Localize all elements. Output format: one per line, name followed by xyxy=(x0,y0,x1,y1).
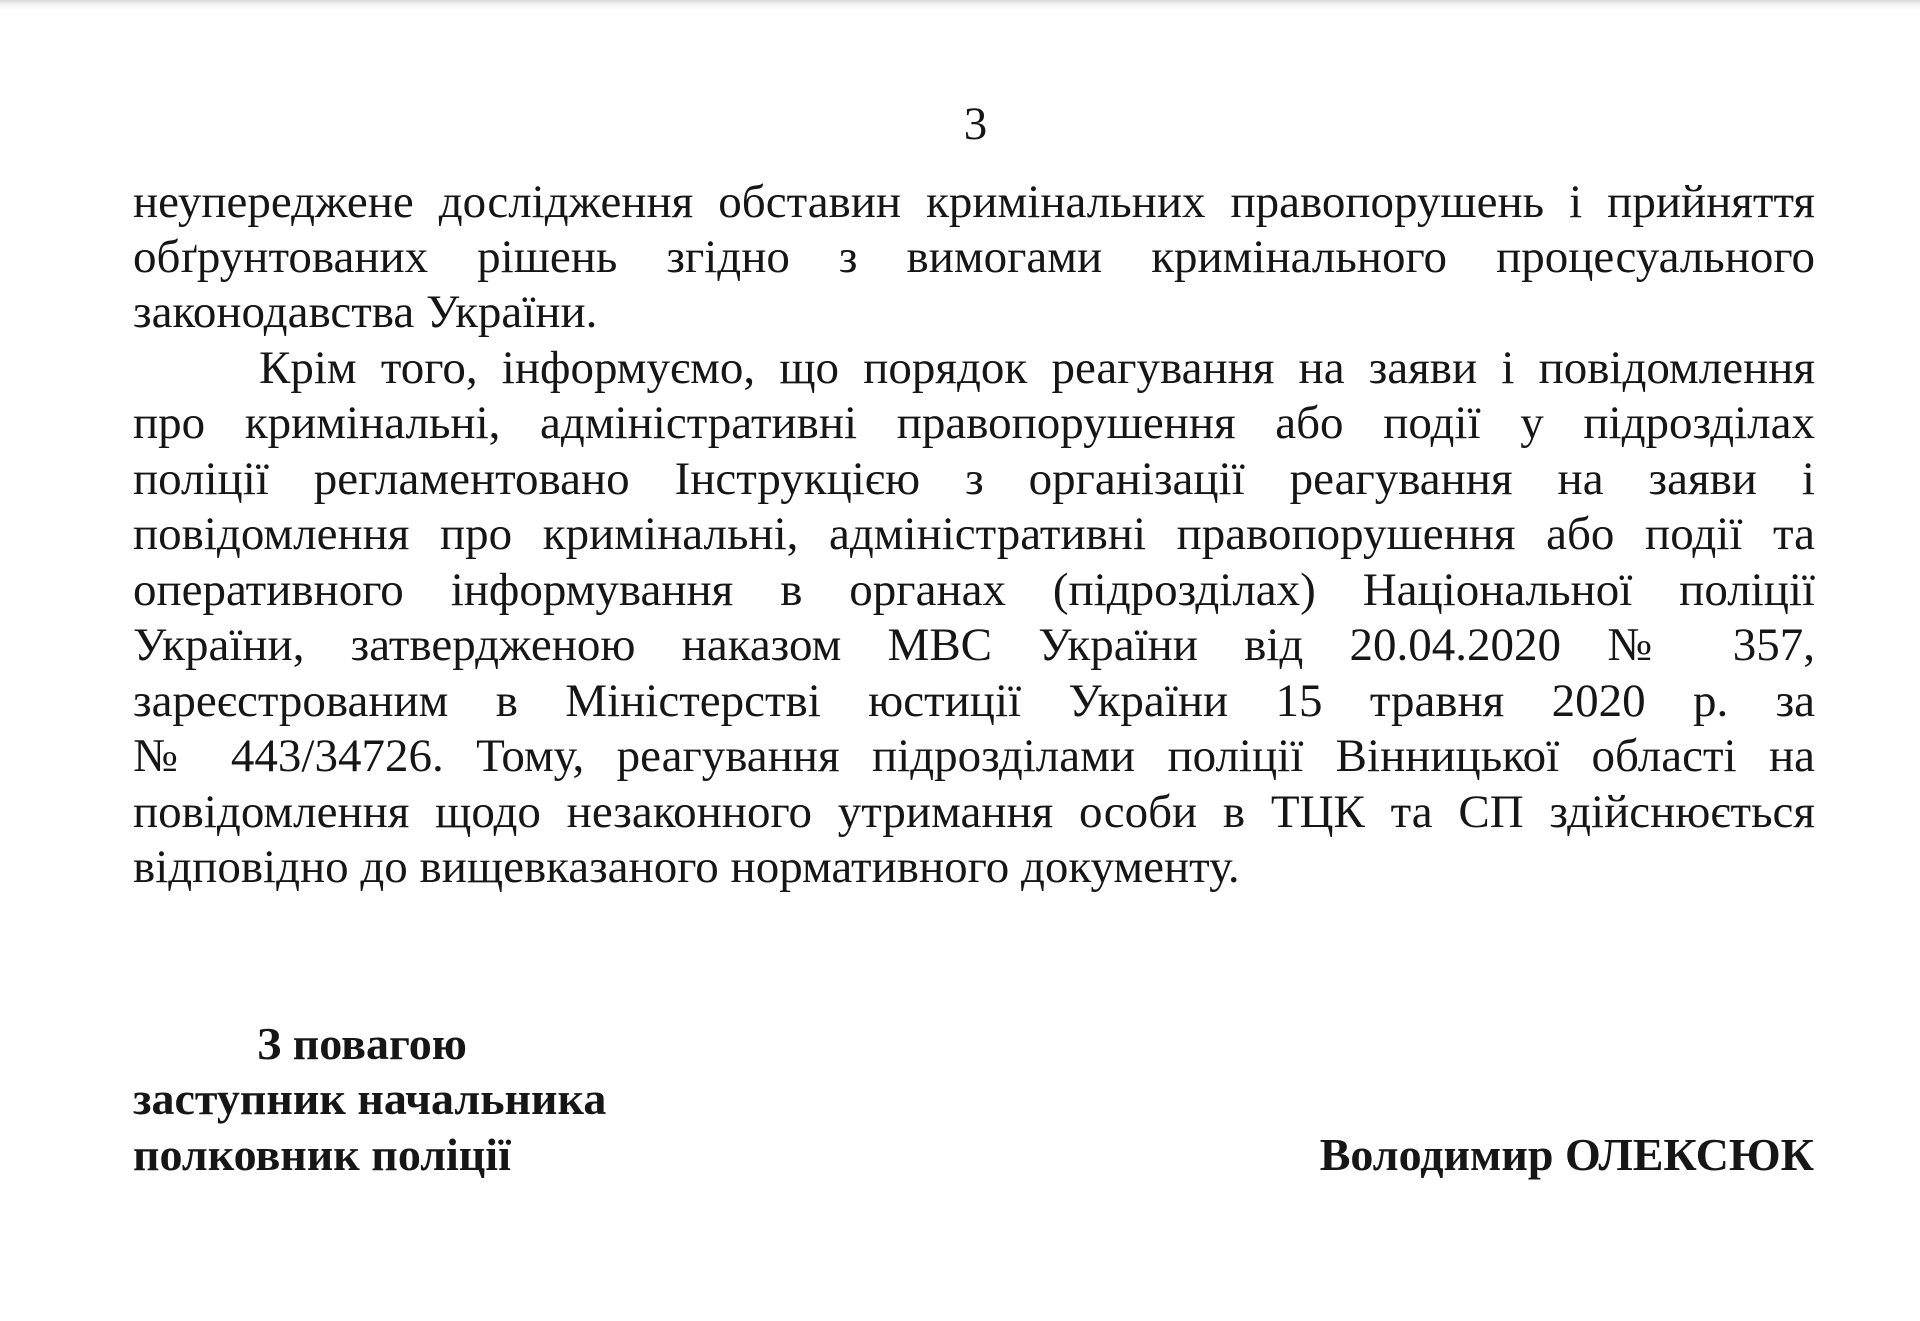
body-line-5: про кримінальні, адміністративні правопорушення або події у підрозділах xyxy=(133,397,1815,449)
body-line-6: поліції регламентовано Інструкцією з організації реагування на заяви і xyxy=(133,453,1815,505)
signer-position: заступник начальника xyxy=(133,1073,607,1124)
body-line-7: повідомлення про кримінальні, адміністративні правопорушення або події та xyxy=(133,508,1815,560)
page-number: 3 xyxy=(963,98,988,150)
body-line-13: відповідно до вищевказаного нормативного документу. xyxy=(133,841,1240,893)
body-line-9: України, затвердженою наказом МВС України від 20.04.2020 № 357, xyxy=(133,619,1815,671)
body-line-1: неупереджене дослідження обставин кримінальних правопорушень і прийняття xyxy=(133,176,1815,228)
paragraph-first-line: Крім того, інформуємо, що порядок реагування на заяви і повідомлення xyxy=(259,342,1815,394)
closing-greeting: З повагою xyxy=(257,1018,467,1069)
page-top-edge xyxy=(0,0,1920,10)
body-line-10: зареєстрованим в Міністерстві юстиції України 15 травня 2020 р. за xyxy=(133,675,1815,727)
signer-rank: полковник поліції xyxy=(133,1129,511,1180)
body-line-2: обґрунтованих рішень згідно з вимогами кримінального процесуального xyxy=(133,231,1815,283)
body-line-8: оперативного інформування в органах (підрозділах) Національної поліції xyxy=(133,564,1815,616)
signer-name: Володимир ОЛЕКСЮК xyxy=(1319,1129,1814,1180)
body-line-11: № 443/34726. Тому, реагування підрозділами поліції Вінницької області на xyxy=(133,730,1815,782)
body-line-3: законодавства України. xyxy=(133,286,598,338)
body-line-12: повідомлення щодо незаконного утримання особи в ТЦК та СП здійснюється xyxy=(133,786,1815,838)
